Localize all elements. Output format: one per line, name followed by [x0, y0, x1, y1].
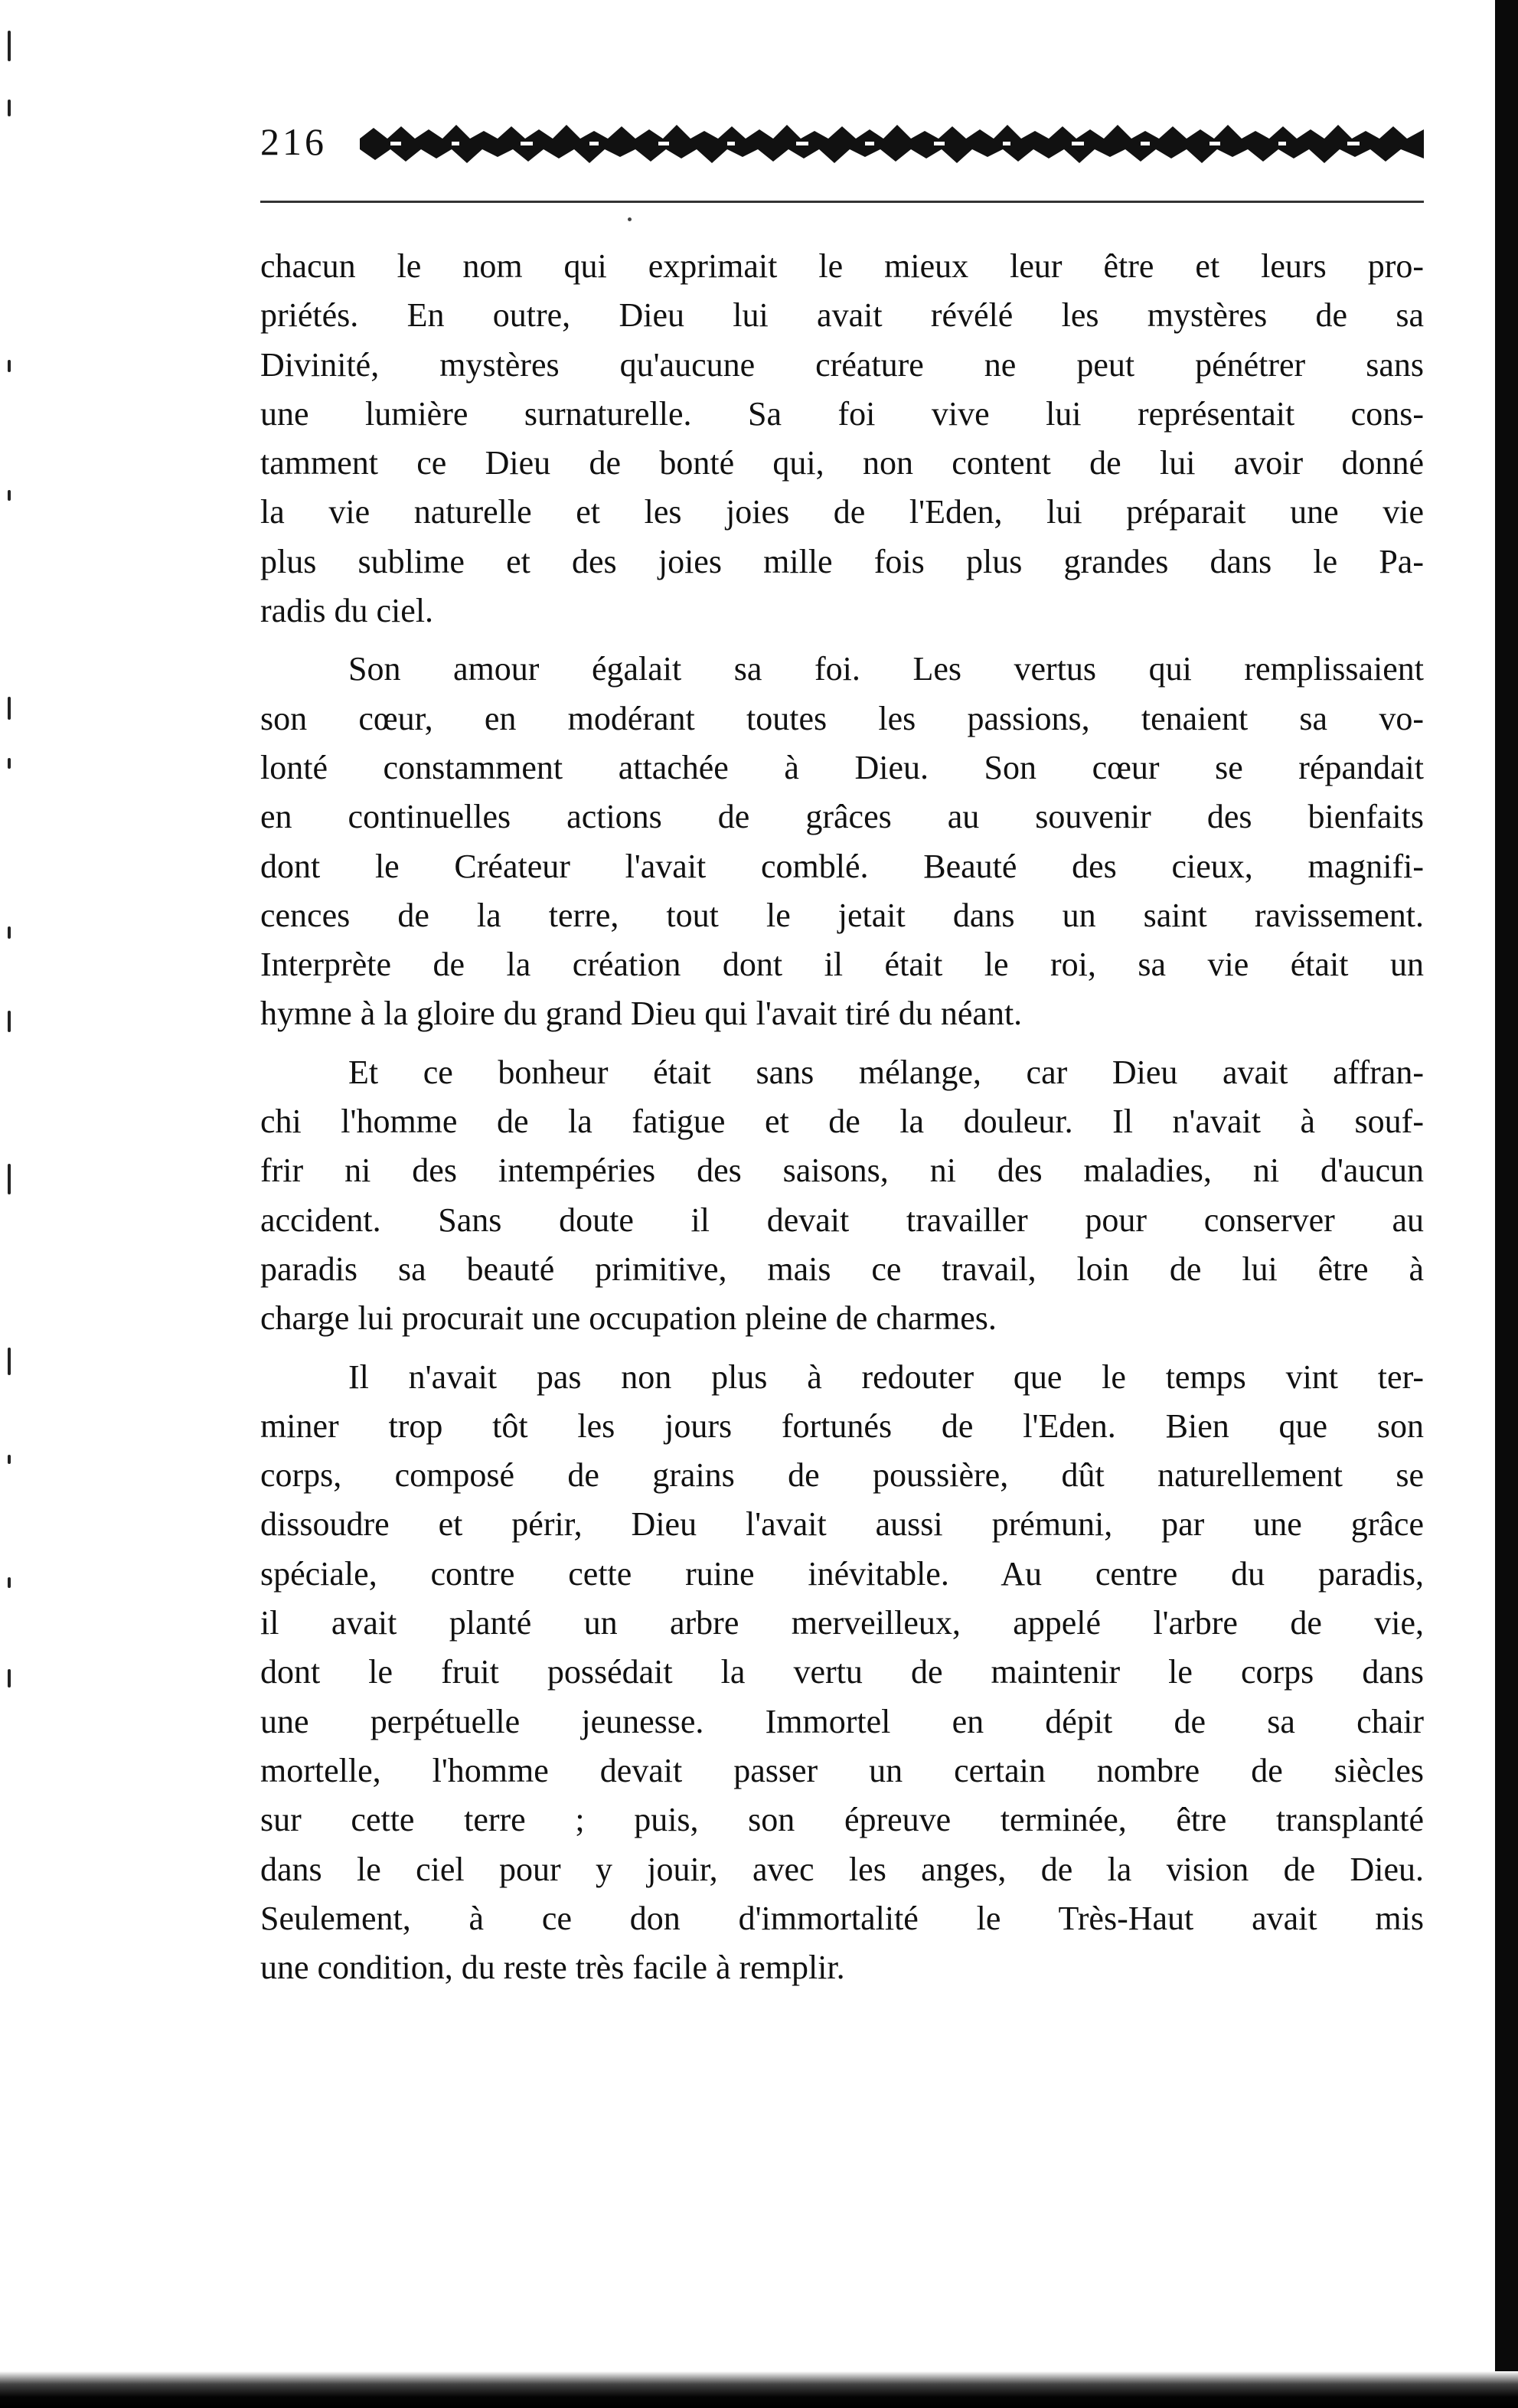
scan-bottom-edge	[0, 2371, 1518, 2408]
text-line: tamment ce Dieu de bonté qui, non content de lui avoir donné	[260, 444, 1424, 482]
text-line: plus sublime et des joies mille fois plus grandes dans le Pa-	[260, 542, 1424, 580]
text-line: accident. Sans doute il devait travailler pour conserver au	[260, 1201, 1424, 1239]
text-line: Son amour égalait sa foi. Les vertus qui remplissaient	[348, 650, 1424, 688]
text-line: dissoudre et périr, Dieu l'avait aussi prémuni, par une grâce	[260, 1505, 1424, 1544]
header-ornament	[360, 125, 1424, 163]
text-line: spéciale, contre cette ruine inévitable. Au centre du paradis,	[260, 1554, 1424, 1593]
body-text	[260, 242, 1424, 1992]
text-line: Interprète de la création dont il était le roi, sa vie était un	[260, 946, 1424, 984]
text-line: dans le ciel pour y jouir, avec les anges, de la vision de Dieu.	[260, 1850, 1424, 1888]
page-number: 216	[260, 120, 327, 163]
text-line: charge lui procurait une occupation pleine de charmes.	[260, 1299, 997, 1338]
text-line: Et ce bonheur était sans mélange, car Dieu avait affran-	[348, 1053, 1424, 1091]
paragraph-gap	[260, 1344, 1424, 1353]
text-line: corps, composé de grains de poussière, dût naturellement se	[260, 1456, 1424, 1495]
text-line: dont le Créateur l'avait comblé. Beauté des cieux, magnifi-	[260, 847, 1424, 885]
scan-right-edge	[1495, 0, 1518, 2408]
text-line: frir ni des intempéries des saisons, ni des maladies, ni d'aucun	[260, 1152, 1424, 1190]
text-line: radis du ciel.	[260, 592, 434, 630]
paragraph	[260, 1353, 1424, 1993]
text-line: la vie naturelle et les joies de l'Eden, lui préparait une vie	[260, 493, 1424, 531]
text-line: son cœur, en modérant toutes les passions, tenaient sa vo-	[260, 699, 1424, 737]
text-line: cences de la terre, tout le jetait dans un saint ravissement.	[260, 896, 1424, 934]
paragraph-gap	[260, 635, 1424, 645]
text-line: chacun le nom qui exprimait le mieux leur être et leurs pro-	[260, 247, 1424, 285]
rule-dot	[628, 217, 632, 221]
text-line: priétés. En outre, Dieu lui avait révélé les mystères de sa	[260, 296, 1424, 335]
text-line: dont le fruit possédait la vertu de maintenir le corps dans	[260, 1653, 1424, 1691]
paragraph	[260, 242, 1424, 635]
text-line: il avait planté un arbre merveilleux, appelé l'arbre de vie,	[260, 1604, 1424, 1642]
page-header	[260, 119, 1424, 180]
text-line: hymne à la gloire du grand Dieu qui l'avait tiré du néant.	[260, 995, 1023, 1033]
paragraph-gap	[260, 1039, 1424, 1048]
text-line: miner trop tôt les jours fortunés de l'Eden. Bien que son	[260, 1407, 1424, 1445]
header-rule	[260, 201, 1424, 203]
scan-left-edge	[0, 0, 23, 2408]
text-line: une perpétuelle jeunesse. Immortel en dépit de sa chair	[260, 1702, 1424, 1740]
text-line: Divinité, mystères qu'aucune créature ne peut pénétrer sans	[260, 345, 1424, 384]
paragraph	[260, 1048, 1424, 1344]
text-line: en continuelles actions de grâces au souvenir des bienfaits	[260, 798, 1424, 836]
text-line: sur cette terre ; puis, son épreuve terminée, être transplanté	[260, 1801, 1424, 1839]
text-line: Seulement, à ce don d'immortalité le Très-Haut avait mis	[260, 1899, 1424, 1937]
text-line: une condition, du reste très facile à remplir.	[260, 1949, 845, 1987]
text-line: lonté constamment attachée à Dieu. Son cœur se répandait	[260, 748, 1424, 786]
text-line: mortelle, l'homme devait passer un certain nombre de siècles	[260, 1751, 1424, 1789]
text-line: paradis sa beauté primitive, mais ce travail, loin de lui être à	[260, 1250, 1424, 1288]
text-line: une lumière surnaturelle. Sa foi vive lui représentait cons-	[260, 394, 1424, 433]
text-line: Il n'avait pas non plus à redouter que le temps vint ter-	[348, 1358, 1424, 1396]
paragraph	[260, 645, 1424, 1038]
text-line: chi l'homme de la fatigue et de la douleur. Il n'avait à souf-	[260, 1103, 1424, 1141]
